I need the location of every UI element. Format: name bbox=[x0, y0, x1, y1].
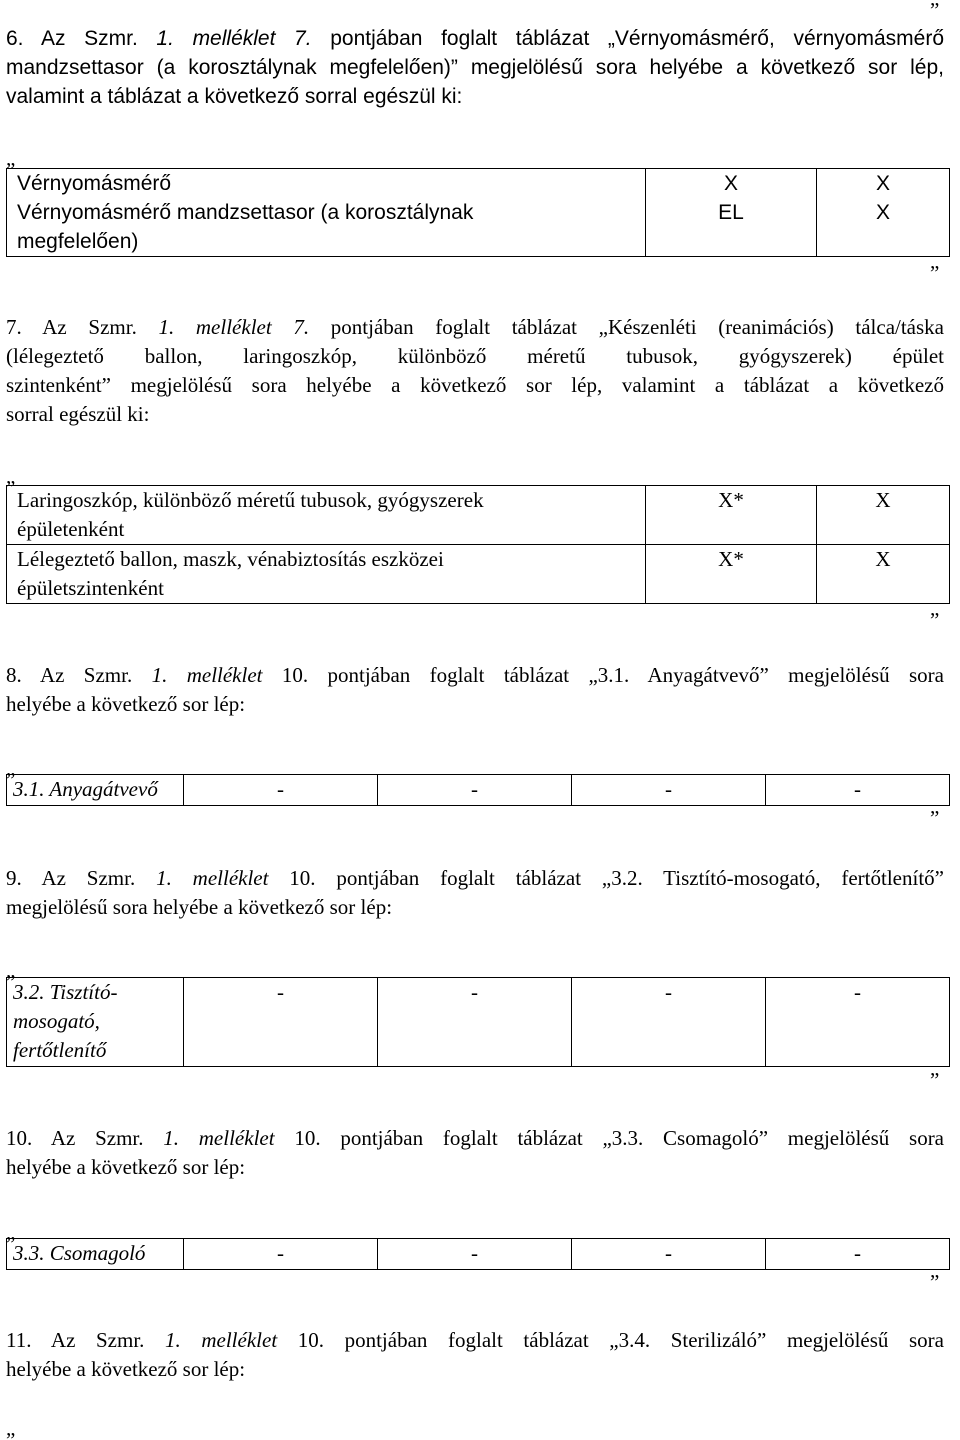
table-row bbox=[7, 169, 950, 199]
table-cell: Vérnyomásmérő mandzsettasor (a korosztálynak megfelelően) bbox=[7, 198, 646, 257]
table-cell: X bbox=[817, 169, 950, 199]
opening-quote: „ bbox=[6, 958, 16, 982]
paragraph-9 bbox=[6, 864, 944, 922]
paragraph-9-line-1: 9. Az Szmr. 1. melléklet 10. pontjában foglalt táblázat „3.2. Tisztító-mosogató, fertőtlenítő” bbox=[6, 866, 944, 890]
paragraph-9-line-2: megjelölésű sora helyébe a következő sor lép: bbox=[6, 895, 393, 919]
table-cell: - bbox=[378, 1239, 572, 1270]
table-cell: - bbox=[184, 1239, 378, 1270]
paragraph-6-line-1: 6. Az Szmr. 1. melléklet 7. pontjában foglalt táblázat „Vérnyomásmérő, vérnyomásmérő bbox=[6, 27, 944, 50]
table-cell: - bbox=[378, 775, 572, 806]
table-6 bbox=[6, 168, 950, 257]
opening-quote: „ bbox=[6, 756, 16, 780]
paragraph-6 bbox=[6, 24, 944, 111]
table-cell: - bbox=[184, 978, 378, 1067]
opening-quote: „ bbox=[6, 1220, 16, 1244]
paragraph-8-line-1: 8. Az Szmr. 1. melléklet 10. pontjában foglalt táblázat „3.1. Anyagátvevő” megjelölésű sora bbox=[6, 663, 944, 687]
paragraph-11 bbox=[6, 1326, 944, 1384]
closing-quote: ” bbox=[930, 0, 940, 22]
table-cell: - bbox=[572, 775, 766, 806]
table-row bbox=[7, 545, 950, 604]
table-cell: 3.3. Csomagoló bbox=[7, 1239, 184, 1270]
opening-quote: „ bbox=[6, 1416, 16, 1440]
table-cell: - bbox=[766, 1239, 950, 1270]
table-cell: - bbox=[766, 775, 950, 806]
table-row bbox=[7, 1239, 950, 1270]
opening-quote: „ bbox=[6, 464, 16, 488]
closing-quote: ” bbox=[930, 1270, 940, 1294]
table-cell: - bbox=[572, 1239, 766, 1270]
table-9 bbox=[6, 977, 950, 1067]
table-cell: - bbox=[766, 978, 950, 1067]
closing-quote: ” bbox=[930, 261, 940, 285]
table-cell: - bbox=[184, 775, 378, 806]
table-cell: - bbox=[378, 978, 572, 1067]
table-cell: 3.1. Anyagátvevő bbox=[7, 775, 184, 806]
table-cell: X bbox=[817, 486, 950, 545]
paragraph-7-line-1: 7. Az Szmr. 1. melléklet 7. pontjában foglalt táblázat „Készenléti (reanimációs) tálca/táska bbox=[6, 315, 944, 339]
table-row bbox=[7, 978, 950, 1067]
paragraph-6-line-2: mandzsettasor (a korosztálynak megfelelően)” megjelölésű sora helyébe a következő sor lép, bbox=[6, 56, 944, 79]
closing-quote: ” bbox=[930, 608, 940, 632]
paragraph-7-line-2: (lélegeztető ballon, laringoszkóp, különböző méretű tubusok, gyógyszerek) épület bbox=[6, 344, 944, 368]
paragraph-7 bbox=[6, 313, 944, 429]
paragraph-11-line-2: helyébe a következő sor lép: bbox=[6, 1357, 246, 1381]
paragraph-10-line-2: helyébe a következő sor lép: bbox=[6, 1155, 246, 1179]
closing-quote: ” bbox=[930, 1068, 940, 1092]
paragraph-10-line-1: 10. Az Szmr. 1. melléklet 10. pontjában foglalt táblázat „3.3. Csomagoló” megjelölésű sora bbox=[6, 1126, 945, 1150]
paragraph-8-line-2: helyébe a következő sor lép: bbox=[6, 692, 246, 716]
table-row bbox=[7, 198, 950, 257]
table-8 bbox=[6, 774, 950, 806]
table-cell: X bbox=[817, 545, 950, 604]
table-cell: X bbox=[817, 198, 950, 257]
table-cell: 3.2. Tisztító- mosogató, fertőtlenítő bbox=[7, 978, 184, 1067]
table-cell: X* bbox=[646, 486, 817, 545]
table-cell: Lélegeztető ballon, maszk, vénabiztosítás eszközei épületszintenként bbox=[7, 545, 646, 604]
paragraph-8 bbox=[6, 661, 944, 719]
opening-quote: „ bbox=[6, 146, 16, 170]
closing-quote: ” bbox=[930, 806, 940, 830]
paragraph-7-line-4: sorral egészül ki: bbox=[6, 402, 150, 426]
table-cell: X bbox=[646, 169, 817, 199]
table-cell: Laringoszkóp, különböző méretű tubusok, gyógyszerek épületenként bbox=[7, 486, 646, 545]
table-7 bbox=[6, 485, 950, 604]
table-cell: Vérnyomásmérő bbox=[7, 169, 646, 199]
table-cell: EL bbox=[646, 198, 817, 257]
table-cell: - bbox=[572, 978, 766, 1067]
paragraph-10 bbox=[6, 1124, 944, 1182]
table-10 bbox=[6, 1238, 950, 1270]
table-cell: X* bbox=[646, 545, 817, 604]
paragraph-6-line-3: valamint a táblázat a következő sorral egészül ki: bbox=[6, 85, 463, 108]
paragraph-7-line-3: szintenként” megjelölésű sora helyébe a következő sor lép, valamint a táblázat a következő bbox=[6, 373, 944, 397]
table-row bbox=[7, 486, 950, 545]
paragraph-11-line-1: 11. Az Szmr. 1. melléklet 10. pontjában foglalt táblázat „3.4. Sterilizáló” megjelölésű sora bbox=[6, 1328, 944, 1352]
table-row bbox=[7, 775, 950, 806]
